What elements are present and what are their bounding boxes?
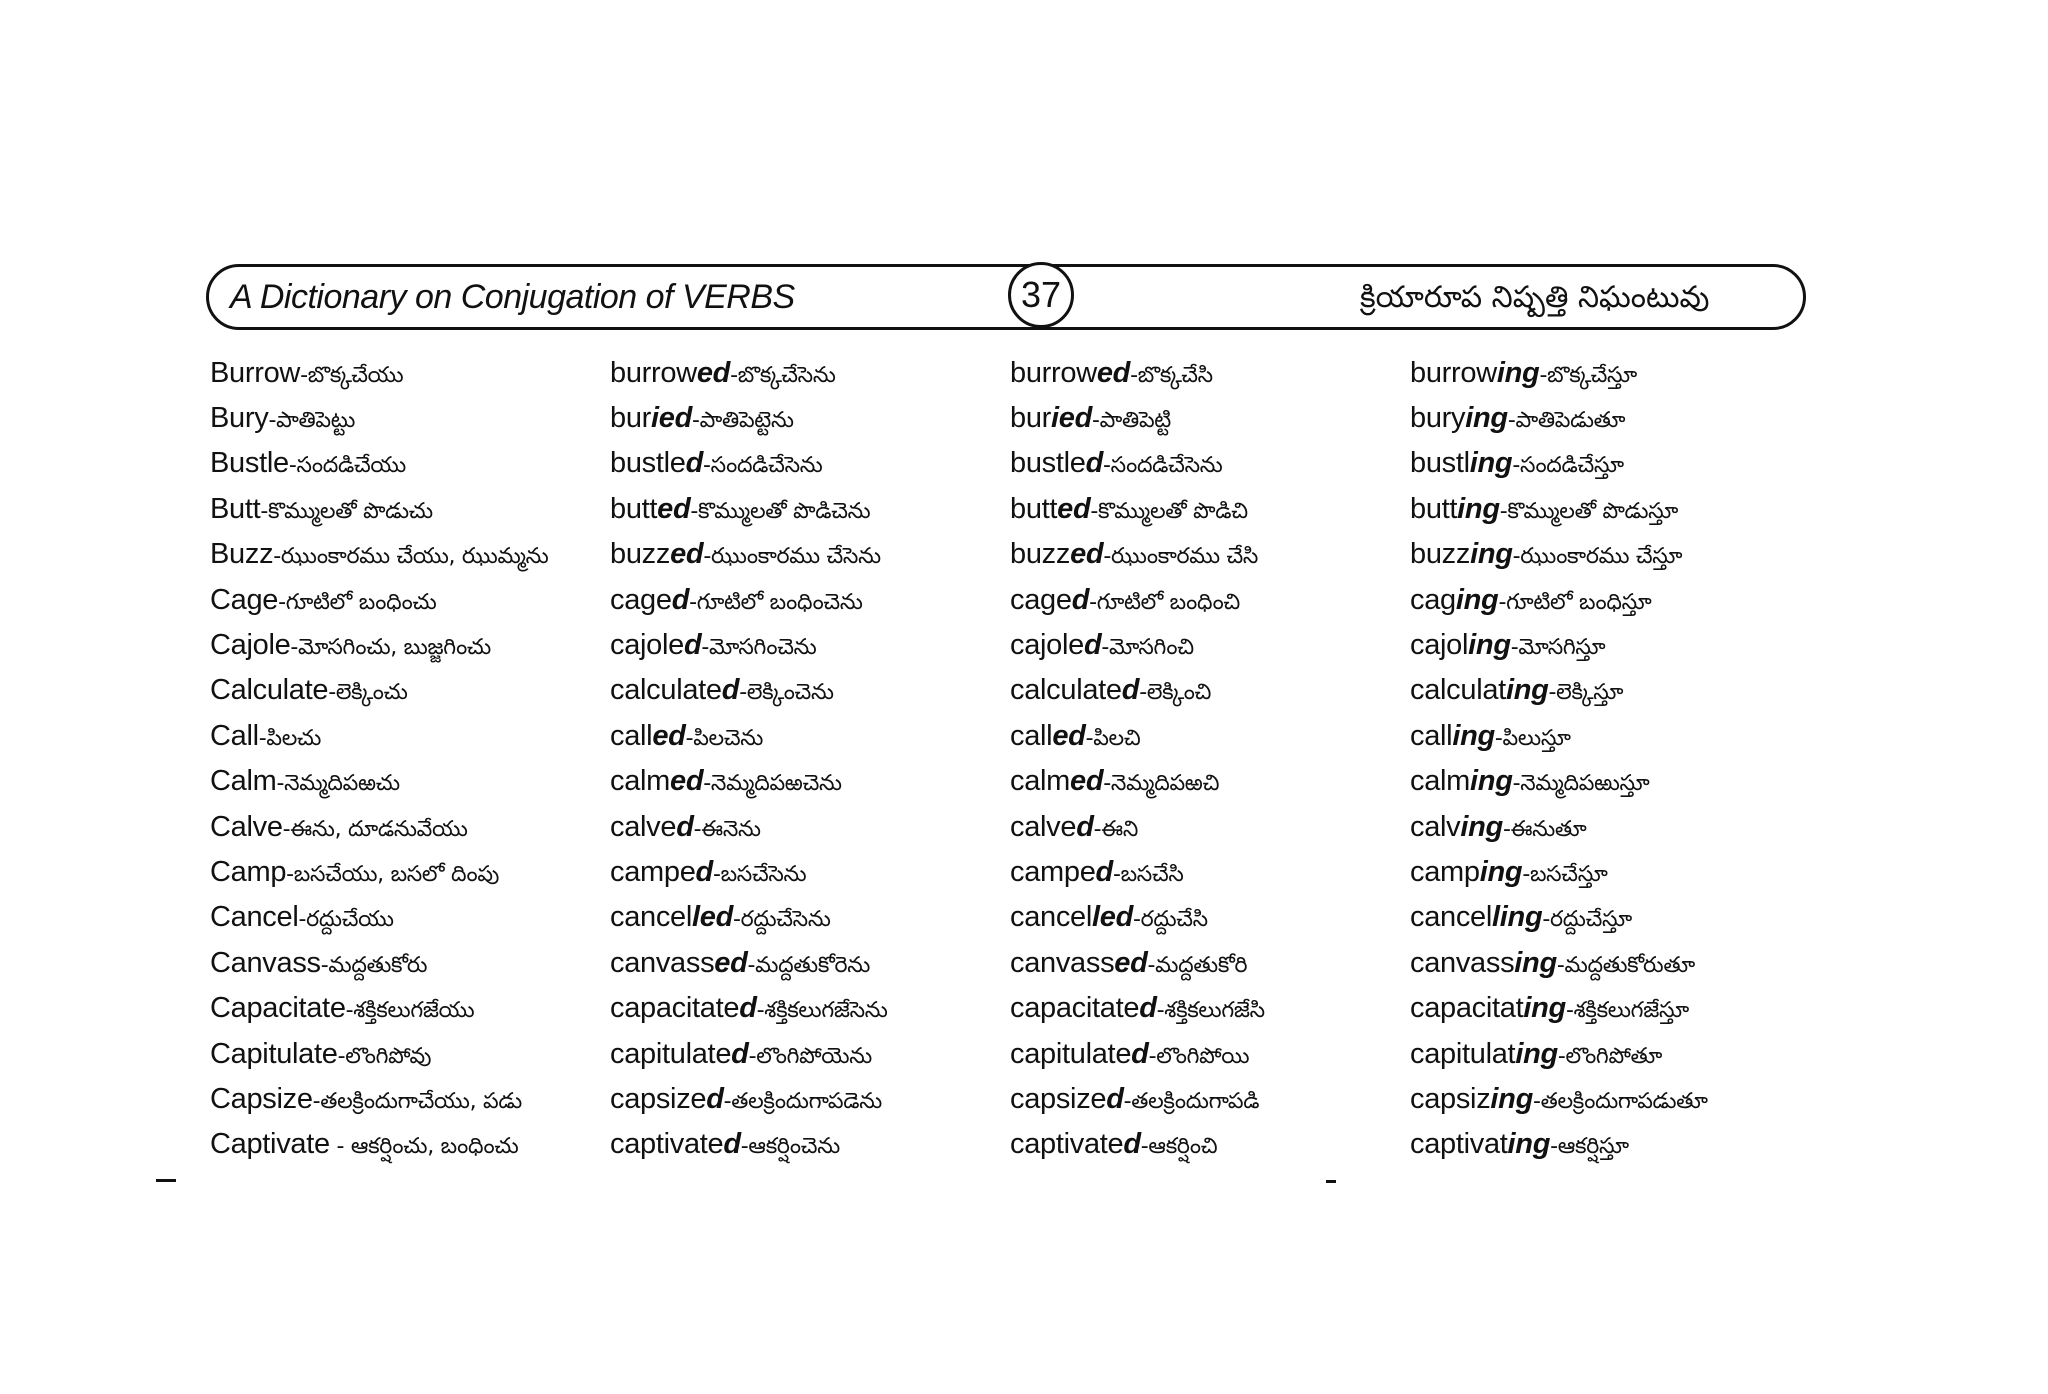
telugu-meaning: -కొమ్ములతో పొడిచి <box>1090 498 1248 524</box>
verb-stem: butt <box>1410 492 1458 525</box>
past-participle-cell <box>1010 493 1410 529</box>
base-form-cell <box>210 765 610 801</box>
past-participle-cell <box>1010 901 1410 937</box>
table-row <box>210 352 1810 397</box>
verb-suffix: d <box>1139 992 1157 1025</box>
telugu-meaning: -పాతిపెట్టు <box>268 408 356 434</box>
past-participle-cell <box>1010 538 1410 574</box>
telugu-meaning: -శక్తికలుగజేస్తూ <box>1565 998 1689 1024</box>
verb-suffix: led <box>692 901 734 934</box>
base-form-cell <box>210 584 610 620</box>
page-mark-left <box>156 1179 176 1182</box>
present-participle-cell <box>1410 720 1810 756</box>
verb-stem: burrow <box>610 356 697 389</box>
base-form-cell <box>210 447 610 483</box>
verb-suffix: d <box>685 447 704 480</box>
verb-suffix: d <box>1123 1128 1141 1161</box>
verb-stem: calm <box>1410 765 1471 798</box>
verb-suffix: d <box>1131 1037 1149 1070</box>
verb-suffix: ing <box>1455 583 1499 616</box>
verb-stem: Burrow <box>210 356 301 389</box>
verb-suffix: d <box>671 583 690 616</box>
verb-stem: Calculate <box>210 674 329 707</box>
page-number-text: 37 <box>1020 274 1062 315</box>
telugu-meaning: -మద్దతుకోరుతూ <box>1556 952 1695 978</box>
telugu-meaning: -పాతిపెట్టి <box>1092 408 1171 434</box>
table-row <box>210 987 1810 1032</box>
telugu-meaning: -గూటిలో బంధించి <box>1089 589 1240 615</box>
verb-stem: bustl <box>1410 447 1470 480</box>
verb-stem: buzz <box>610 538 671 571</box>
telugu-meaning: - ఆకర్షించు, బంధించు <box>329 1134 519 1160</box>
verb-stem: buzz <box>1010 538 1071 571</box>
verb-suffix: ing <box>1470 538 1513 571</box>
verb-stem: call <box>1010 719 1053 752</box>
telugu-meaning: -శక్తికలుగజేసెను <box>756 998 888 1024</box>
verb-suffix: d <box>739 992 757 1025</box>
past-tense-cell <box>610 674 1010 710</box>
verb-stem: cage <box>1010 583 1072 616</box>
verb-suffix: d <box>706 1082 724 1115</box>
table-row <box>210 579 1810 624</box>
telugu-meaning: -మోసగిస్తూ <box>1510 635 1606 661</box>
base-form-cell <box>210 947 610 983</box>
verb-table <box>210 352 1810 1169</box>
past-participle-cell <box>1010 1128 1410 1164</box>
telugu-meaning: -లెక్కించి <box>1139 680 1212 706</box>
verb-suffix: ing <box>1470 765 1513 798</box>
telugu-meaning: -లెక్కించెను <box>739 680 834 706</box>
present-participle-cell <box>1410 629 1810 665</box>
table-row <box>210 1033 1810 1078</box>
verb-suffix: d <box>1095 855 1113 888</box>
verb-stem: capacitate <box>1010 992 1140 1025</box>
present-participle-cell <box>1410 856 1810 892</box>
base-form-cell <box>210 901 610 937</box>
verb-stem: calculat <box>1410 674 1506 707</box>
verb-stem: call <box>1410 719 1453 752</box>
past-tense-cell <box>610 992 1010 1028</box>
table-row <box>210 942 1810 987</box>
verb-stem: cajole <box>610 629 684 662</box>
verb-stem: Bury <box>210 402 269 435</box>
telugu-meaning: -గూటిలో బంధిస్తూ <box>1498 589 1652 615</box>
verb-stem: captivate <box>1010 1128 1124 1161</box>
page-mark-right <box>1326 1180 1336 1183</box>
verb-suffix: led <box>1092 901 1134 934</box>
telugu-meaning: -తలక్రిందుగాచేయు, పడు <box>312 1088 522 1114</box>
telugu-meaning: -లెక్కించు <box>328 680 408 706</box>
base-form-cell <box>210 674 610 710</box>
telugu-meaning: -పిలచెను <box>685 725 764 751</box>
verb-stem: cancel <box>610 901 693 934</box>
past-participle-cell <box>1010 765 1410 801</box>
present-participle-cell <box>1410 811 1810 847</box>
table-row <box>210 534 1810 579</box>
verb-stem: Captivate <box>210 1128 330 1161</box>
table-row <box>210 806 1810 851</box>
verb-stem: Cajole <box>210 629 291 662</box>
verb-suffix: ied <box>1051 402 1093 435</box>
verb-stem: capsiz <box>1410 1082 1491 1115</box>
telugu-meaning: -మద్దతుకోరు <box>320 952 428 978</box>
telugu-meaning: -ఈను, దూడనువేయు <box>282 816 468 842</box>
telugu-meaning: -బొక్కచేసి <box>1130 362 1213 388</box>
verb-suffix: ing <box>1479 855 1523 888</box>
verb-stem: canvass <box>610 946 715 979</box>
verb-stem: cajole <box>1010 629 1084 662</box>
telugu-meaning: -సందడిచేయు <box>288 453 406 479</box>
verb-suffix: ed <box>652 719 686 752</box>
verb-suffix: d <box>1106 1082 1124 1115</box>
past-participle-cell <box>1010 447 1410 483</box>
verb-suffix: ed <box>1052 719 1086 752</box>
verb-stem: capitulate <box>1010 1037 1132 1070</box>
verb-suffix: ed <box>1070 538 1104 571</box>
verb-suffix: ed <box>1114 946 1148 979</box>
verb-stem: Cage <box>210 583 279 616</box>
telugu-meaning: -ఝుంకారము చేసి <box>1103 544 1259 570</box>
past-tense-cell <box>610 493 1010 529</box>
present-participle-cell <box>1410 357 1810 393</box>
past-participle-cell <box>1010 947 1410 983</box>
telugu-meaning: -బసచేస్తూ <box>1522 861 1608 887</box>
base-form-cell <box>210 402 610 438</box>
telugu-meaning: -తలక్రిందుగాపడి <box>1123 1088 1260 1114</box>
telugu-meaning: -ఆకర్షించెను <box>740 1134 840 1160</box>
telugu-meaning: -పాతిపెడుతూ <box>1507 408 1626 434</box>
telugu-title: క్రియారూప నిష్పత్తి నిఘంటువు <box>1360 280 1710 315</box>
present-participle-cell <box>1410 538 1810 574</box>
verb-stem: bur <box>610 402 652 435</box>
verb-stem: Call <box>210 719 259 752</box>
verb-suffix: ing <box>1490 1082 1533 1115</box>
verb-stem: capitulat <box>1410 1037 1516 1070</box>
verb-suffix: d <box>1076 810 1094 843</box>
table-row <box>210 488 1810 533</box>
table-row <box>210 851 1810 896</box>
verb-stem: Calm <box>210 765 277 798</box>
verb-stem: cajol <box>1410 629 1469 662</box>
verb-stem: capitulate <box>610 1037 732 1070</box>
verb-suffix: ing <box>1505 674 1549 707</box>
telugu-meaning: -శక్తికలుగజేయు <box>345 998 475 1024</box>
past-participle-cell <box>1010 674 1410 710</box>
verb-stem: camp <box>1410 855 1480 888</box>
telugu-meaning: -నెమ్మదిపఱచి <box>1103 771 1220 797</box>
verb-stem: bustle <box>1010 447 1086 480</box>
telugu-meaning: -బొక్కచేసెను <box>730 362 836 388</box>
verb-stem: call <box>610 719 653 752</box>
table-row <box>210 1124 1810 1169</box>
table-row <box>210 624 1810 669</box>
past-tense-cell <box>610 1038 1010 1074</box>
telugu-meaning: -సందడిచేసెను <box>703 453 823 479</box>
telugu-meaning: -మద్దతుకోరి <box>1147 952 1248 978</box>
verb-suffix: ing <box>1468 629 1511 662</box>
present-participle-cell <box>1410 765 1810 801</box>
verb-suffix: ing <box>1465 402 1508 435</box>
base-form-cell <box>210 629 610 665</box>
table-row <box>210 715 1810 760</box>
page-number <box>1008 262 1074 328</box>
verb-stem: cancel <box>1410 901 1493 934</box>
present-participle-cell <box>1410 1038 1810 1074</box>
past-tense-cell <box>610 1083 1010 1119</box>
verb-suffix: ing <box>1469 447 1513 480</box>
base-form-cell <box>210 1128 610 1164</box>
telugu-meaning: -పాతిపెట్టెను <box>692 408 794 434</box>
table-row <box>210 443 1810 488</box>
verb-suffix: ed <box>696 356 731 389</box>
verb-suffix: ed <box>657 492 691 525</box>
verb-stem: calculate <box>1010 674 1122 707</box>
telugu-meaning: -బొక్కచేయు <box>300 362 404 388</box>
verb-stem: calculate <box>610 674 722 707</box>
past-tense-cell <box>610 357 1010 393</box>
verb-suffix: d <box>695 855 713 888</box>
table-row <box>210 670 1810 715</box>
telugu-meaning: -శక్తికలుగజేసి <box>1156 998 1265 1024</box>
verb-stem: butt <box>610 492 658 525</box>
base-form-cell <box>210 856 610 892</box>
verb-suffix: d <box>723 1128 741 1161</box>
telugu-meaning: -మోసగించెను <box>701 635 817 661</box>
past-participle-cell <box>1010 357 1410 393</box>
telugu-meaning: -ఆకర్షించి <box>1140 1134 1218 1160</box>
telugu-meaning: -బసచేసెను <box>712 861 807 887</box>
telugu-meaning: -మోసగించి <box>1101 635 1194 661</box>
telugu-meaning: -లొంగిపోయి <box>1148 1043 1250 1069</box>
past-participle-cell <box>1010 856 1410 892</box>
past-tense-cell <box>610 629 1010 665</box>
past-tense-cell <box>610 765 1010 801</box>
verb-stem: calve <box>610 810 677 843</box>
telugu-meaning: -రద్దుచేస్తూ <box>1542 907 1632 933</box>
telugu-meaning: -నెమ్మదిపఱచెను <box>703 771 842 797</box>
verb-suffix: ed <box>1070 765 1104 798</box>
telugu-meaning: -ఆకర్షిస్తూ <box>1550 1134 1629 1160</box>
present-participle-cell <box>1410 493 1810 529</box>
verb-stem: Camp <box>210 855 287 888</box>
present-participle-cell <box>1410 447 1810 483</box>
table-row <box>210 761 1810 806</box>
present-participle-cell <box>1410 584 1810 620</box>
verb-suffix: ing <box>1507 1128 1551 1161</box>
past-tense-cell <box>610 811 1010 847</box>
verb-stem: bustle <box>610 447 686 480</box>
verb-suffix: ed <box>1096 356 1131 389</box>
verb-stem: captivate <box>610 1128 724 1161</box>
verb-suffix: ing <box>1460 810 1503 843</box>
verb-stem: Capacitate <box>210 992 346 1025</box>
telugu-meaning: -లొంగిపోయెను <box>748 1043 872 1069</box>
verb-stem: capacitat <box>1410 992 1524 1025</box>
telugu-meaning: -సందడిచేసెను <box>1103 453 1223 479</box>
verb-suffix: ling <box>1492 901 1543 934</box>
past-tense-cell <box>610 720 1010 756</box>
verb-stem: campe <box>1010 855 1096 888</box>
verb-stem: capsize <box>610 1082 707 1115</box>
table-row <box>210 897 1810 942</box>
verb-suffix: ed <box>670 765 704 798</box>
telugu-meaning: -రద్దుచేయు <box>298 907 394 933</box>
base-form-cell <box>210 493 610 529</box>
telugu-meaning: -నెమ్మదిపఱుస్తూ <box>1512 771 1650 797</box>
verb-suffix: d <box>1121 674 1140 707</box>
table-row <box>210 1078 1810 1123</box>
present-participle-cell <box>1410 402 1810 438</box>
verb-suffix: d <box>731 1037 749 1070</box>
past-tense-cell <box>610 901 1010 937</box>
past-participle-cell <box>1010 992 1410 1028</box>
telugu-meaning: -తలక్రిందుగాపడెను <box>723 1088 882 1114</box>
verb-stem: Calve <box>210 810 283 843</box>
base-form-cell <box>210 720 610 756</box>
table-row <box>210 397 1810 442</box>
telugu-meaning: -ఈనెను <box>693 816 761 842</box>
telugu-meaning: -రద్దుచేసెను <box>733 907 831 933</box>
present-participle-cell <box>1410 1128 1810 1164</box>
past-participle-cell <box>1010 584 1410 620</box>
telugu-meaning: -తలక్రిందుగాపడుతూ <box>1533 1088 1708 1114</box>
verb-stem: cancel <box>1010 901 1093 934</box>
verb-stem: burrow <box>1010 356 1097 389</box>
telugu-meaning: -కొమ్ములతో పొడిచెను <box>690 498 871 524</box>
page-title: A Dictionary on Conjugation of VERBS <box>230 278 795 316</box>
telugu-meaning: -మద్దతుకోరెను <box>747 952 871 978</box>
verb-stem: campe <box>610 855 696 888</box>
verb-suffix: ing <box>1457 492 1500 525</box>
verb-stem: Cancel <box>210 901 299 934</box>
telugu-meaning: -లొంగిపోవు <box>337 1043 432 1069</box>
past-participle-cell <box>1010 720 1410 756</box>
present-participle-cell <box>1410 901 1810 937</box>
past-tense-cell <box>610 856 1010 892</box>
verb-stem: calm <box>610 765 671 798</box>
verb-stem: Canvass <box>210 946 321 979</box>
telugu-meaning: -బసచేయు, బసలో దింపు <box>286 861 499 887</box>
verb-stem: captivat <box>1410 1128 1508 1161</box>
verb-stem: Bustle <box>210 447 289 480</box>
verb-stem: cag <box>1410 583 1456 616</box>
telugu-meaning: -లొంగిపోతూ <box>1557 1043 1663 1069</box>
telugu-meaning: -బసచేసి <box>1112 861 1184 887</box>
verb-stem: bur <box>1010 402 1052 435</box>
past-tense-cell <box>610 947 1010 983</box>
verb-suffix: ed <box>1057 492 1091 525</box>
telugu-meaning: -ఈని <box>1093 816 1138 842</box>
verb-stem: capsize <box>1010 1082 1107 1115</box>
verb-stem: Capsize <box>210 1082 313 1115</box>
verb-stem: buzz <box>1410 538 1471 571</box>
verb-suffix: ing <box>1515 1037 1558 1070</box>
verb-suffix: d <box>1083 629 1102 662</box>
past-participle-cell <box>1010 1083 1410 1119</box>
telugu-meaning: -లెక్కిస్తూ <box>1548 680 1624 706</box>
telugu-meaning: -సందడిచేస్తూ <box>1512 453 1624 479</box>
telugu-meaning: -నెమ్మదిపఱచు <box>276 771 400 797</box>
telugu-meaning: -ఝుంకారము చేయు, ఝుమ్మను <box>273 544 549 570</box>
past-tense-cell <box>610 402 1010 438</box>
present-participle-cell <box>1410 674 1810 710</box>
telugu-meaning: -కొమ్ములతో పొడుచు <box>260 498 433 524</box>
verb-stem: cage <box>610 583 672 616</box>
past-tense-cell <box>610 584 1010 620</box>
telugu-meaning: -మోసగించు, బుజ్జగించు <box>290 635 491 661</box>
verb-stem: canvass <box>1410 946 1515 979</box>
telugu-meaning: -పిలచు <box>258 725 322 751</box>
verb-stem: calve <box>1010 810 1077 843</box>
telugu-meaning: -పిలుస్తూ <box>1494 725 1571 751</box>
verb-stem: butt <box>1010 492 1058 525</box>
past-participle-cell <box>1010 402 1410 438</box>
telugu-meaning: -గూటిలో బంధించెను <box>689 589 863 615</box>
telugu-meaning: -పిలచి <box>1085 725 1141 751</box>
present-participle-cell <box>1410 947 1810 983</box>
base-form-cell <box>210 811 610 847</box>
past-tense-cell <box>610 538 1010 574</box>
verb-stem: calv <box>1410 810 1461 843</box>
verb-suffix: ing <box>1496 356 1540 389</box>
past-participle-cell <box>1010 1038 1410 1074</box>
past-participle-cell <box>1010 811 1410 847</box>
telugu-meaning: -గూటిలో బంధించు <box>278 589 437 615</box>
verb-suffix: d <box>721 674 740 707</box>
verb-suffix: ed <box>714 946 748 979</box>
present-participle-cell <box>1410 1083 1810 1119</box>
base-form-cell <box>210 1038 610 1074</box>
verb-stem: capacitate <box>610 992 740 1025</box>
verb-suffix: ing <box>1452 719 1495 752</box>
verb-stem: burrow <box>1410 356 1497 389</box>
verb-suffix: ing <box>1514 946 1557 979</box>
base-form-cell <box>210 538 610 574</box>
verb-suffix: ing <box>1523 992 1566 1025</box>
telugu-meaning: -రద్దుచేసి <box>1133 907 1208 933</box>
past-participle-cell <box>1010 629 1410 665</box>
telugu-meaning: -ఈనుతూ <box>1502 816 1587 842</box>
verb-stem: bury <box>1410 402 1466 435</box>
base-form-cell <box>210 992 610 1028</box>
verb-suffix: ied <box>651 402 693 435</box>
verb-suffix: d <box>1085 447 1104 480</box>
past-tense-cell <box>610 447 1010 483</box>
verb-suffix: d <box>1071 583 1090 616</box>
verb-stem: Buzz <box>210 538 274 571</box>
verb-suffix: d <box>676 810 694 843</box>
verb-stem: canvass <box>1010 946 1115 979</box>
telugu-meaning: -కొమ్ములతో పొడుస్తూ <box>1499 498 1678 524</box>
telugu-meaning: -బొక్కచేస్తూ <box>1539 362 1637 388</box>
verb-stem: calm <box>1010 765 1071 798</box>
telugu-meaning: -ఝుంకారము చేస్తూ <box>1512 544 1683 570</box>
past-tense-cell <box>610 1128 1010 1164</box>
verb-stem: Capitulate <box>210 1037 338 1070</box>
present-participle-cell <box>1410 992 1810 1028</box>
verb-suffix: ed <box>670 538 704 571</box>
base-form-cell <box>210 357 610 393</box>
telugu-meaning: -ఝుంకారము చేసెను <box>703 544 881 570</box>
verb-suffix: d <box>683 629 702 662</box>
verb-stem: Butt <box>210 492 261 525</box>
base-form-cell <box>210 1083 610 1119</box>
